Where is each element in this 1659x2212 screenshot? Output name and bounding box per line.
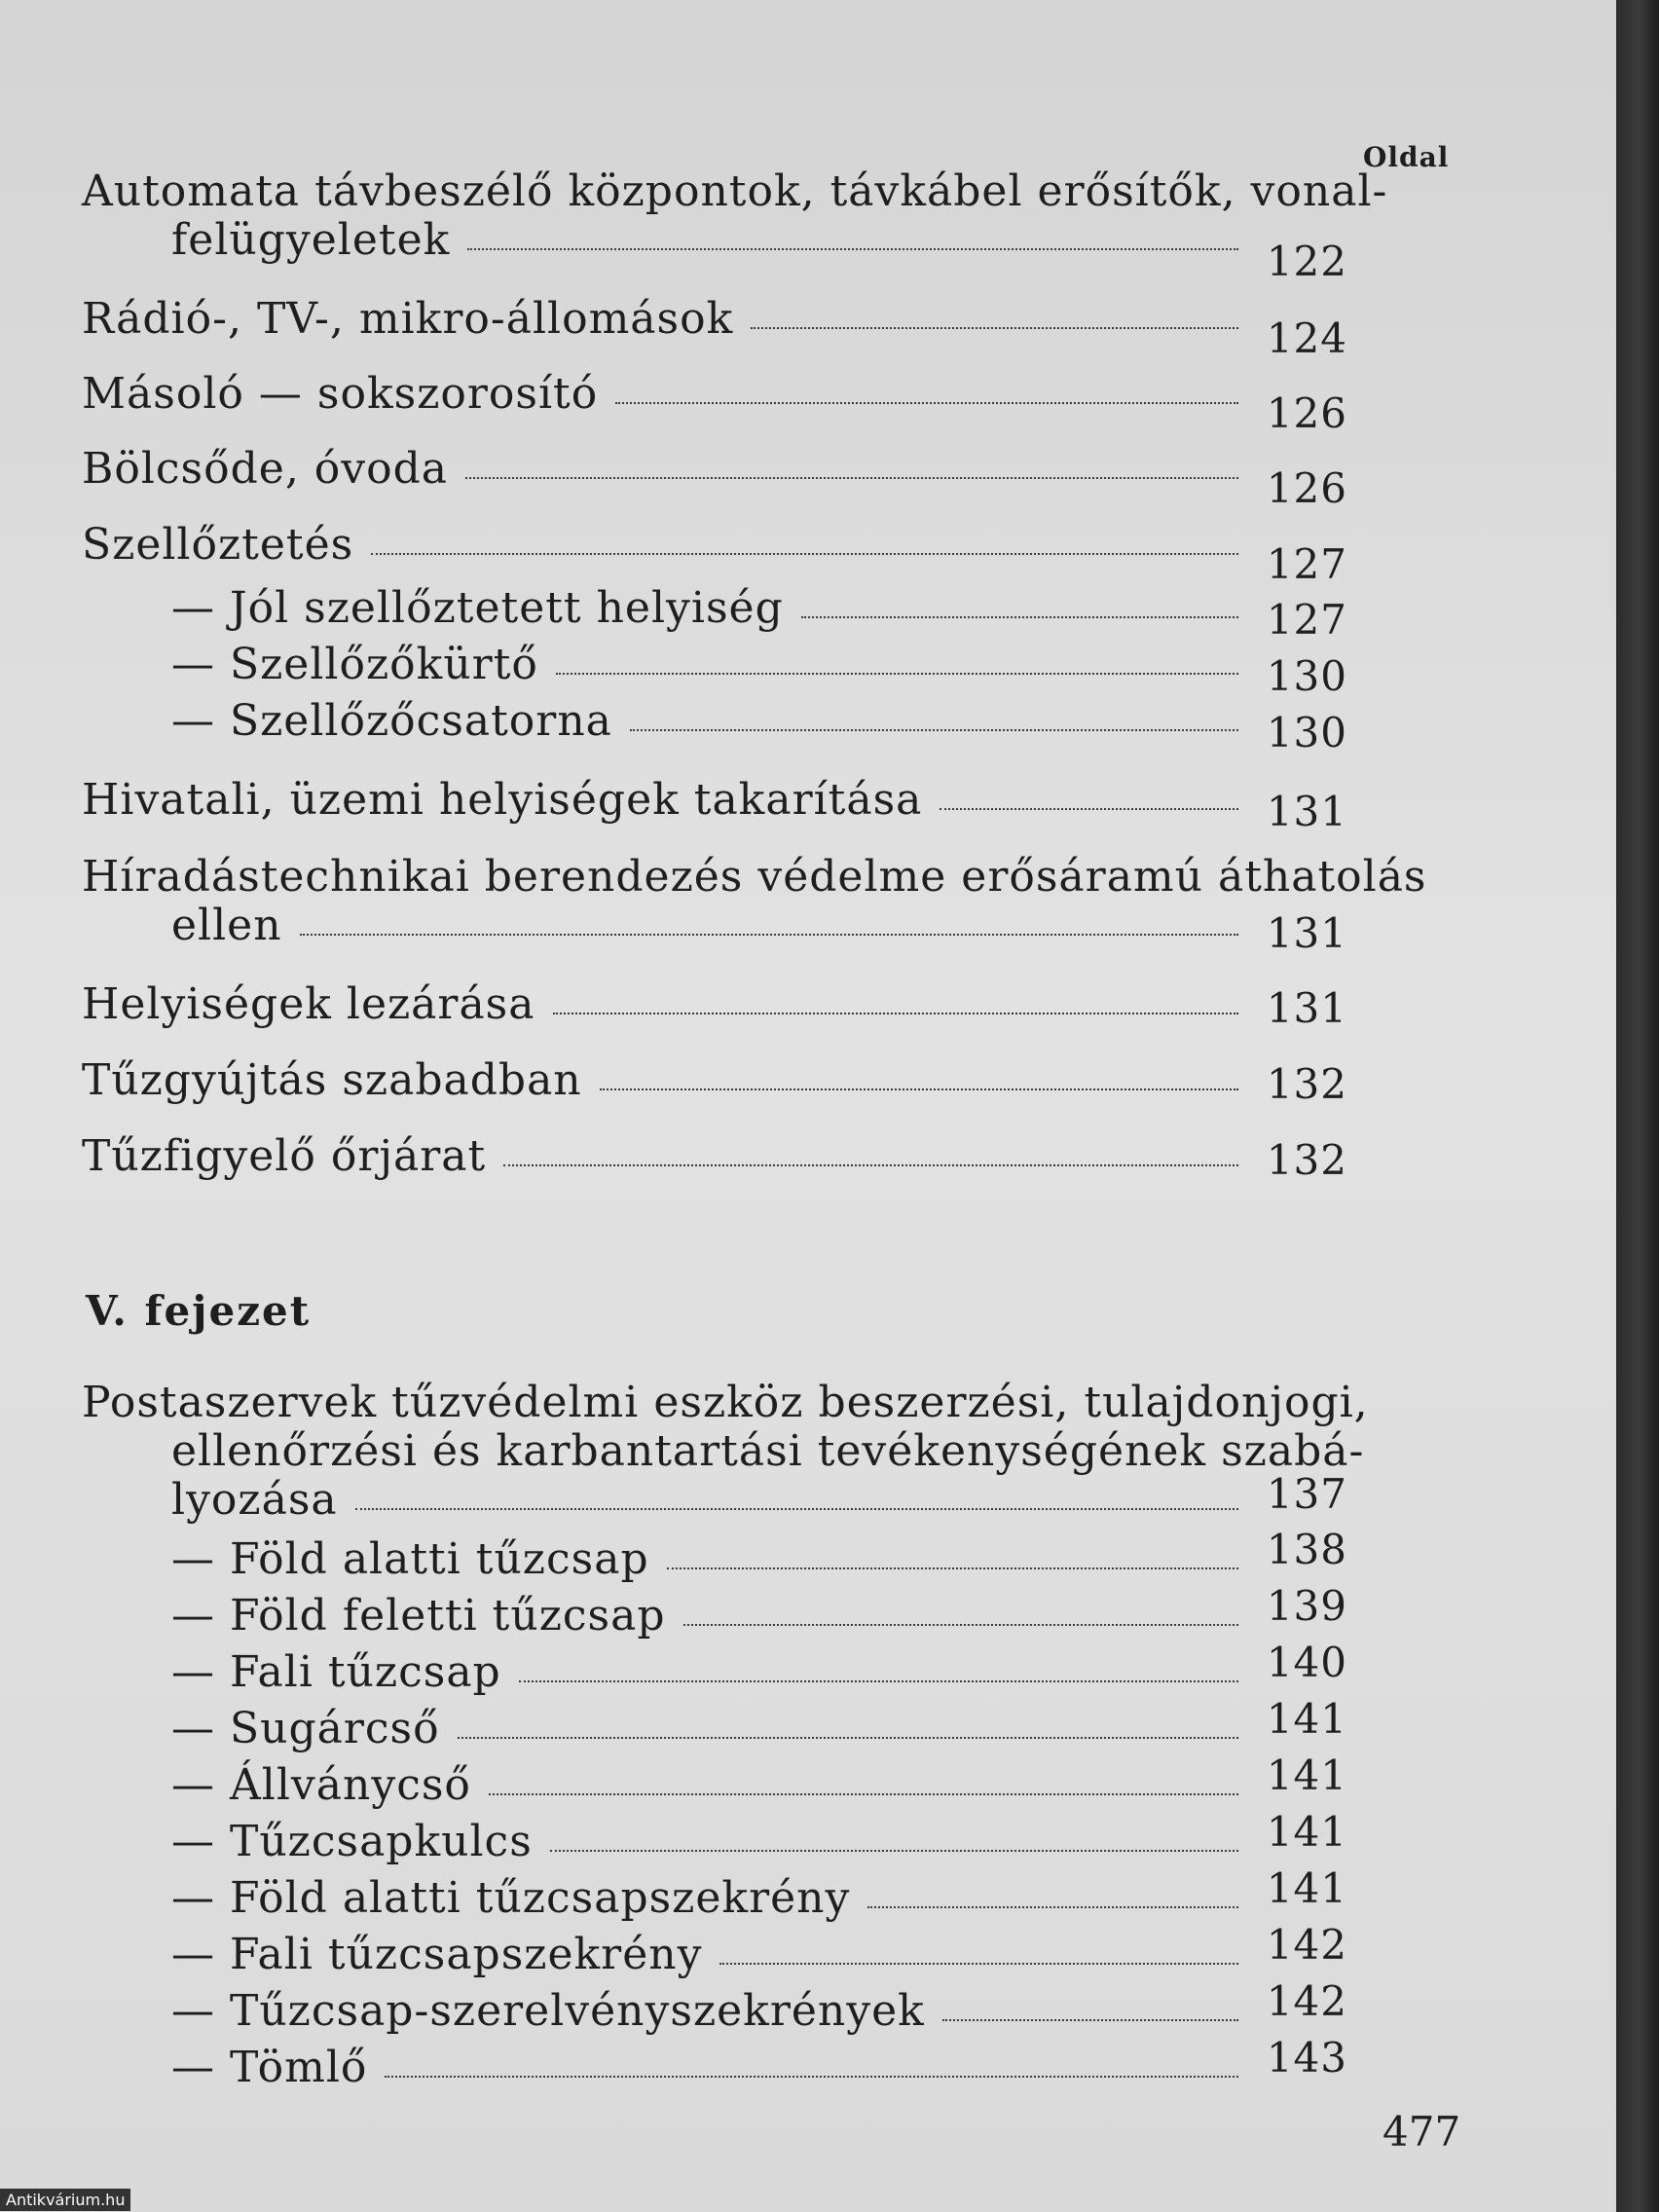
- dot-leader: [667, 1567, 1238, 1569]
- toc-subentry: [82, 1921, 1347, 1979]
- dot-leader: [553, 1013, 1239, 1014]
- dot-leader: [550, 1850, 1238, 1852]
- toc-entry-title: Hivatali, üzemi helyiségek takarítása: [82, 775, 923, 825]
- toc-entry: [82, 775, 1347, 835]
- toc-entry-title: — Föld alatti tűzcsapszekrény: [171, 1873, 851, 1923]
- toc-entry-page: 137: [1266, 1470, 1347, 1518]
- toc-subentry: [82, 1695, 1347, 1753]
- toc-entry-title: Szellőztetés: [82, 520, 354, 570]
- toc-entry-page: 127: [1266, 540, 1347, 588]
- toc-entry-page: 130: [1266, 709, 1347, 756]
- book-spine-edge: [1616, 0, 1659, 2212]
- dot-leader: [942, 2019, 1238, 2021]
- toc-subentry: [82, 1808, 1347, 1866]
- toc-entry-page: 142: [1266, 1977, 1347, 2025]
- toc-entry-title: — Tömlő: [171, 2043, 368, 2092]
- toc-entry-title: — Tűzcsapkulcs: [171, 1817, 533, 1866]
- toc-subentry: [82, 1864, 1347, 1923]
- toc-entry-page: 124: [1266, 314, 1347, 362]
- dot-leader: [615, 402, 1238, 404]
- dot-leader: [519, 1680, 1238, 1682]
- toc-entry-title: Helyiségek lezárása: [82, 979, 535, 1029]
- toc-subentry: [82, 1977, 1347, 2036]
- toc-subentry: [82, 2034, 1347, 2092]
- dot-leader: [556, 673, 1238, 675]
- toc-entry: [82, 979, 1347, 1032]
- toc-entry: [82, 852, 1427, 957]
- toc-entry: [82, 1055, 1347, 1108]
- toc-subentry: [82, 696, 1347, 756]
- toc-entry-page: 126: [1266, 464, 1347, 512]
- dot-leader: [683, 1624, 1238, 1626]
- dot-leader: [503, 1164, 1238, 1166]
- toc-entry: [82, 1378, 1369, 1525]
- toc-entry-page: 131: [1266, 984, 1347, 1032]
- dot-leader: [489, 1793, 1238, 1795]
- toc-entry-title: — Fali tűzcsapszekrény: [171, 1930, 703, 1979]
- toc-entry: [82, 166, 1388, 285]
- toc-entry: [82, 444, 1347, 512]
- toc-entry-page: 130: [1266, 652, 1347, 700]
- toc-entry-page: 143: [1266, 2034, 1347, 2082]
- dot-leader: [465, 477, 1238, 479]
- dot-leader: [300, 934, 1238, 936]
- toc-subentry: [82, 1526, 1347, 1584]
- toc-entry: [82, 1131, 1347, 1184]
- toc-entry-page: 126: [1266, 389, 1347, 437]
- dot-leader: [355, 1508, 1238, 1510]
- toc-entry-page: 138: [1266, 1526, 1347, 1573]
- chapter-heading: V. fejezet: [86, 1287, 312, 1335]
- toc-entry-page: 141: [1266, 1695, 1347, 1743]
- toc-entry-page: 140: [1266, 1639, 1347, 1686]
- toc-subentry: [82, 640, 1347, 700]
- dot-leader: [801, 616, 1238, 618]
- toc-entry-title: — Tűzcsap-szerelvényszekrények: [171, 1986, 925, 2036]
- toc-entry-title-line3: lyozása: [171, 1475, 338, 1525]
- dot-leader: [385, 2076, 1238, 2078]
- toc-entry-title: — Szellőzőcsatorna: [171, 696, 612, 746]
- toc-subentry: [82, 583, 1347, 644]
- toc-entry-title: — Föld alatti tűzcsap: [171, 1534, 649, 1584]
- toc-entry-title: Másoló — sokszorosító: [82, 369, 599, 419]
- toc-entry-title-line2: felügyeletek: [171, 215, 451, 265]
- toc-entry-page: 141: [1266, 1864, 1347, 1912]
- dot-leader: [940, 808, 1238, 810]
- toc-entry-title: — Föld feletti tűzcsap: [171, 1591, 666, 1641]
- dot-leader: [467, 248, 1238, 250]
- toc-entry-page: 131: [1266, 788, 1347, 835]
- toc-entry-page: 141: [1266, 1808, 1347, 1856]
- dot-leader: [600, 1088, 1238, 1090]
- toc-entry-page: 139: [1266, 1582, 1347, 1630]
- toc-subentry: [82, 1639, 1347, 1697]
- page-column-label: Oldal: [1363, 141, 1450, 173]
- dot-leader: [867, 1906, 1238, 1908]
- toc-entry-page: 131: [1266, 909, 1347, 957]
- toc-subentry: [82, 1751, 1347, 1810]
- toc-entry-title-line1: Automata távbeszélő központok, távkábel erősítők, vonal-: [82, 166, 1388, 216]
- toc-entry-title: — Állványcső: [171, 1760, 471, 1810]
- toc-entry-title: Bölcsőde, óvoda: [82, 444, 449, 494]
- toc-entry-title-line1: Híradástechnikai berendezés védelme erősáramú áthatolás: [82, 852, 1427, 902]
- toc-entry-page: 127: [1266, 596, 1347, 644]
- dot-leader: [371, 553, 1238, 555]
- toc-entry-title: — Sugárcső: [171, 1704, 440, 1753]
- toc-entry-title: Tűzgyújtás szabadban: [82, 1055, 582, 1105]
- dot-leader: [458, 1737, 1238, 1739]
- toc-entry: [82, 520, 1347, 588]
- toc-entry-page: 122: [1266, 238, 1347, 285]
- toc-entry: [82, 294, 1347, 362]
- toc-entry-page: 132: [1266, 1060, 1347, 1108]
- toc-entry-page: 141: [1266, 1751, 1347, 1799]
- toc-entry-title-line1: Postaszervek tűzvédelmi eszköz beszerzési, tulajdonjogi,: [82, 1378, 1369, 1427]
- toc-entry-page: 142: [1266, 1921, 1347, 1969]
- toc-entry-title-line2: ellen: [171, 901, 282, 950]
- toc-entry-title-line2: ellenőrzési és karbantartási tevékenységének szabá-: [171, 1426, 1365, 1476]
- dot-leader: [630, 729, 1238, 731]
- dot-leader: [719, 1963, 1238, 1965]
- watermark: Antikvárium.hu: [0, 2189, 130, 2211]
- toc-entry-page: 132: [1266, 1136, 1347, 1184]
- toc-entry: [82, 369, 1347, 437]
- page-number: 477: [1382, 2108, 1461, 2156]
- toc-entry-title: Rádió-, TV-, mikro-állomások: [82, 294, 734, 344]
- dot-leader: [751, 327, 1238, 329]
- toc-entry-title: — Fali tűzcsap: [171, 1647, 501, 1697]
- toc-subentry: [82, 1582, 1347, 1641]
- toc-entry-title: Tűzfigyelő őrjárat: [82, 1131, 487, 1181]
- toc-entry-title: — Szellőzőkürtő: [171, 640, 538, 689]
- toc-entry-title: — Jól szellőztetett helyiség: [171, 583, 784, 633]
